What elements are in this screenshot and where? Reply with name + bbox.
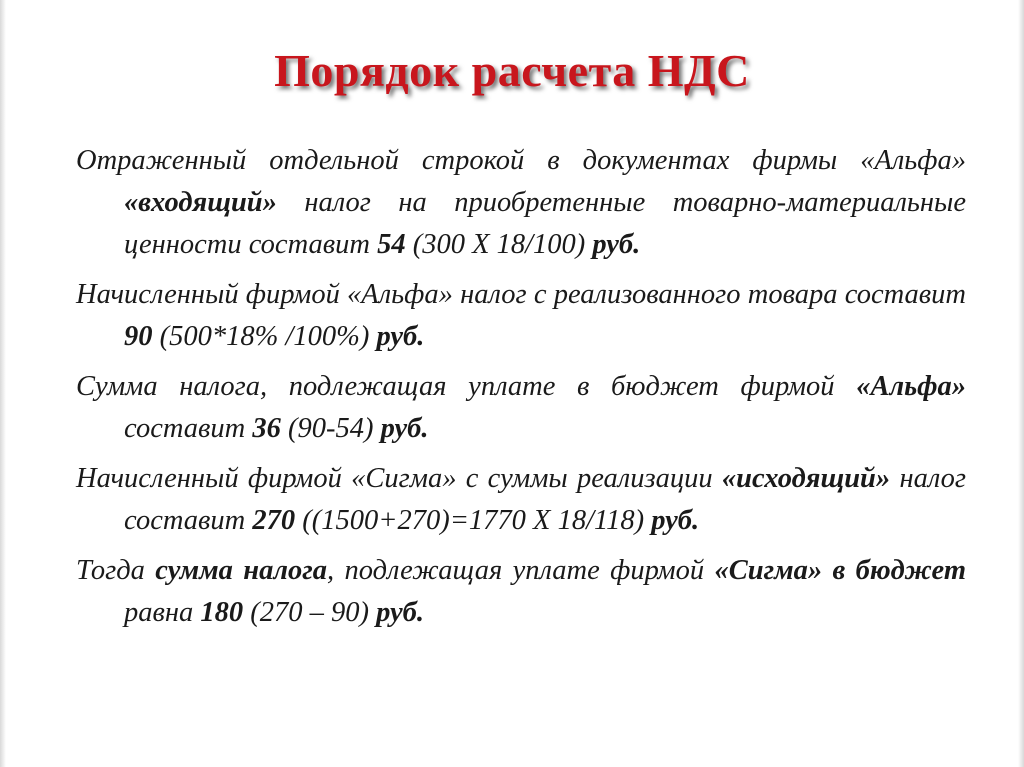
text-run: Сумма налога, подлежащая уплате в бюджет фирмой (76, 371, 857, 402)
paragraph-1 (76, 140, 966, 266)
slide-body (76, 140, 966, 642)
bold-run: «Альфа» (856, 371, 966, 402)
text-run: (90-54) (280, 413, 381, 444)
paragraph-4 (76, 458, 966, 542)
text-run: Начисленный фирмой «Альфа» налог с реализованного товара составит (76, 279, 966, 310)
bold-run: «Сигма» в бюджет (714, 555, 966, 586)
text-run: Начисленный фирмой «Сигма» с суммы реализации (76, 463, 722, 494)
text-run: равна (124, 597, 201, 628)
bold-run: руб. (592, 229, 641, 260)
text-run: Тогда (76, 555, 156, 586)
paragraph-2 (76, 274, 966, 358)
bold-run: «входящий» (124, 187, 277, 218)
text-run: налог на приобретенные товарно-материальные ценности составит (124, 187, 966, 260)
bold-run: 36 (252, 413, 281, 444)
text-run: ((1500+270)=1770 Х 18/118) (295, 505, 652, 536)
bold-run: 270 (252, 505, 296, 536)
bold-run: руб. (380, 413, 429, 444)
slide-title: Порядок расчета НДС (274, 45, 750, 96)
bold-run: руб. (376, 321, 425, 352)
bold-run: 180 (200, 597, 244, 628)
text-run: составит (124, 413, 253, 444)
slide-right-edge (1018, 0, 1024, 767)
bold-run: 54 (377, 229, 406, 260)
text-run: , подлежащая уплате фирмой (327, 555, 715, 586)
paragraph-5 (76, 550, 966, 634)
text-run: Отраженный отдельной строкой в документах фирмы «Альфа» (76, 145, 966, 176)
text-run: налог составит (124, 463, 966, 536)
bold-run: «исходящий» (721, 463, 891, 494)
bold-run: руб. (376, 597, 424, 628)
bold-run: сумма налога (155, 555, 328, 586)
bold-run: руб. (651, 505, 700, 536)
text-run: (300 Х 18/100) (405, 229, 593, 260)
bold-run: 90 (124, 321, 153, 352)
text-run: (270 – 90) (243, 597, 377, 628)
paragraph-3 (76, 366, 966, 450)
text-run: (500*18% /100%) (152, 321, 377, 352)
slide-left-edge (0, 0, 6, 767)
